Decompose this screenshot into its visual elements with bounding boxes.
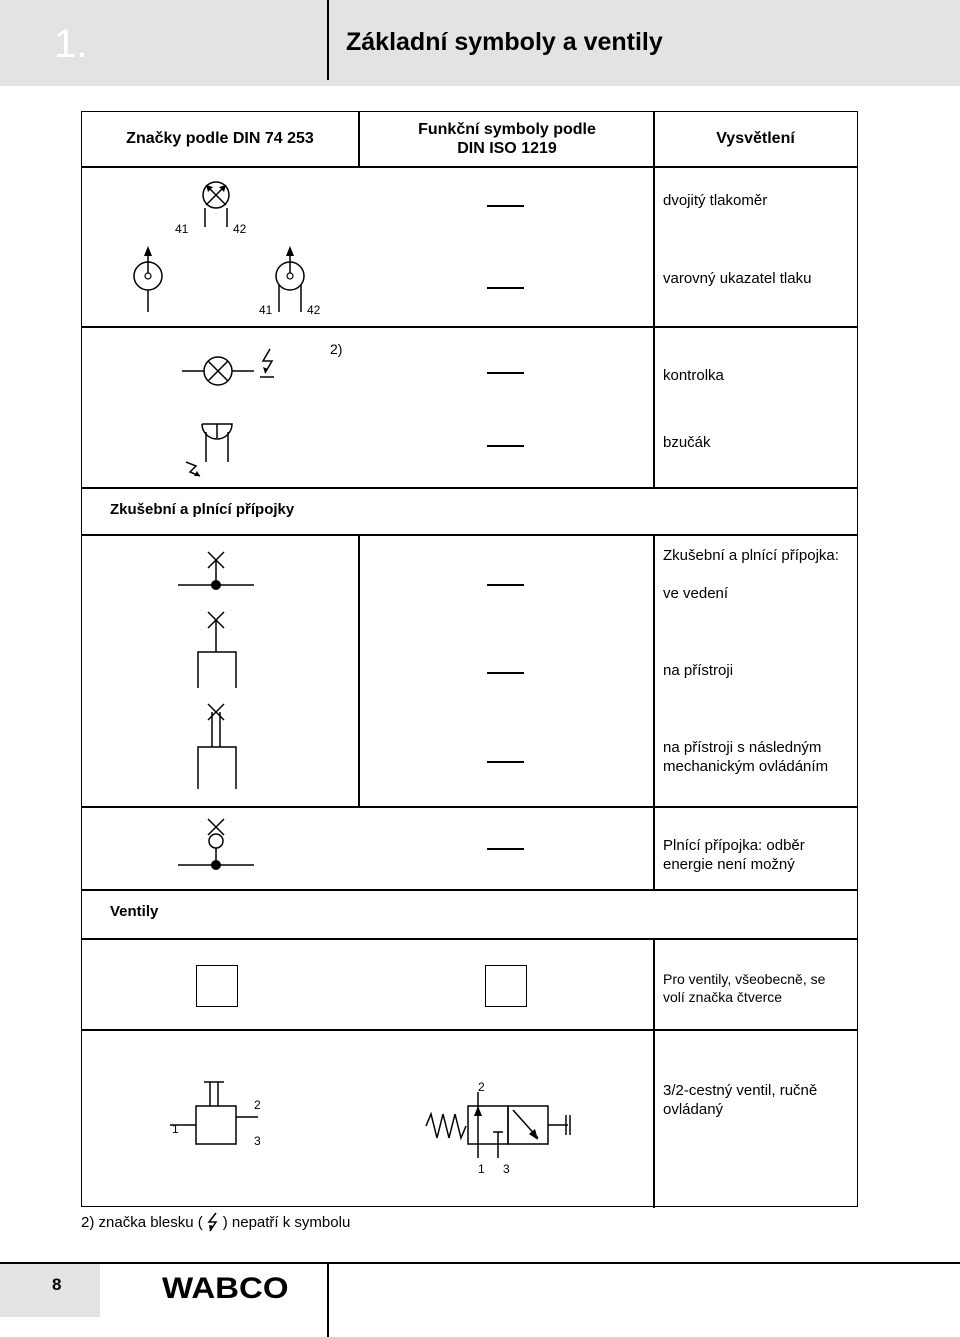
wabco-logo: WABCO	[162, 1272, 289, 1305]
col-divider	[653, 166, 655, 487]
lightning-icon	[205, 1212, 221, 1232]
gauge-port-label: 42	[233, 222, 247, 236]
col-divider	[358, 534, 360, 806]
row-divider	[82, 487, 858, 489]
page-title: Základní symboly a ventily	[346, 28, 663, 56]
row-divider	[82, 534, 858, 536]
valve-square-iso-icon	[485, 965, 527, 1007]
double-gauge-icon	[175, 178, 262, 248]
row-divider	[82, 326, 858, 328]
col-header-iso: Funkční symboly podle DIN ISO 1219	[418, 121, 596, 157]
footer-divider	[0, 1262, 960, 1264]
desc-fill-line2: energie není možný	[663, 856, 795, 873]
footer-vertical-divider	[327, 1262, 329, 1337]
section-title-test: Zkušební a plnící přípojky	[110, 501, 295, 518]
col-header-din: Značky podle DIN 74 253	[126, 130, 314, 147]
dash-symbol	[487, 372, 524, 374]
note-marker: 2)	[330, 341, 343, 357]
page-number: 8	[52, 1275, 62, 1294]
test-connection-mech-icon	[194, 702, 244, 792]
footnote-text-after: ) nepatří k symbolu	[222, 1213, 351, 1231]
warning-port-label: 41	[259, 303, 273, 317]
col-header-explanation: Vysvětlení	[716, 130, 795, 147]
filling-connection-icon	[178, 817, 258, 877]
buzzer-icon	[182, 420, 242, 485]
header-divider	[327, 0, 329, 80]
dash-symbol	[487, 445, 524, 447]
footnote	[81, 1212, 350, 1232]
col-divider	[358, 112, 360, 166]
desc-buzzer: bzučák	[663, 434, 711, 451]
footnote-text-before: 2) značka blesku (	[81, 1213, 203, 1231]
dash-symbol	[487, 287, 524, 289]
desc-valve-32-1: 3/2-cestný ventil, ručně	[663, 1082, 818, 1099]
indicator-lamp-icon	[182, 347, 282, 387]
valve-port-label: 1	[172, 1122, 179, 1136]
col-divider	[653, 534, 655, 889]
symbols-table	[81, 111, 858, 1207]
desc-test-line2: ve vedení	[663, 585, 729, 602]
desc-mech-line2: mechanickým ovládáním	[663, 758, 829, 775]
dash-symbol	[487, 761, 524, 763]
desc-double-gauge: dvojitý tlakoměr	[663, 192, 768, 209]
desc-mech-line1: na přístroji s následným	[663, 739, 822, 756]
valve-square-din-icon	[196, 965, 238, 1007]
iso-port-label: 1	[478, 1162, 485, 1176]
chapter-number: 1.	[54, 22, 88, 66]
desc-valve-general-1: Pro ventily, všeobecně, se	[663, 971, 826, 987]
row-divider	[82, 938, 858, 940]
test-connection-device-icon	[194, 610, 244, 690]
pressure-warning-icon	[130, 246, 321, 321]
gauge-port-label: 41	[175, 222, 189, 236]
iso-port-label: 2	[478, 1080, 485, 1094]
dash-symbol	[487, 672, 524, 674]
desc-test-line1: Zkušební a plnící přípojka:	[663, 547, 839, 564]
desc-valve-general-2: volí značka čtverce	[663, 989, 783, 1005]
row-divider	[82, 806, 858, 808]
desc-on-device: na přístroji	[663, 662, 734, 679]
section-title-valves: Ventily	[110, 903, 159, 920]
desc-valve-32-2: ovládaný	[663, 1101, 724, 1118]
warning-port-label: 42	[307, 303, 321, 317]
dash-symbol	[487, 584, 524, 586]
dash-symbol	[487, 205, 524, 207]
row-divider	[82, 166, 858, 168]
valve-port-label: 2	[254, 1098, 261, 1112]
footer-page-box	[0, 1262, 100, 1317]
iso-port-label: 3	[503, 1162, 510, 1176]
row-divider	[82, 889, 858, 891]
test-connection-line-icon	[178, 550, 258, 600]
col-divider	[653, 938, 655, 1208]
valve-32-iso-icon	[426, 1080, 586, 1176]
desc-pressure-warning: varovný ukazatel tlaku	[663, 270, 812, 287]
valve-port-label: 3	[254, 1134, 261, 1148]
desc-indicator-lamp: kontrolka	[663, 367, 724, 384]
valve-32-din-icon	[170, 1080, 280, 1150]
row-divider	[82, 1029, 858, 1031]
desc-fill-line1: Plnící přípojka: odběr	[663, 837, 805, 854]
dash-symbol	[487, 848, 524, 850]
